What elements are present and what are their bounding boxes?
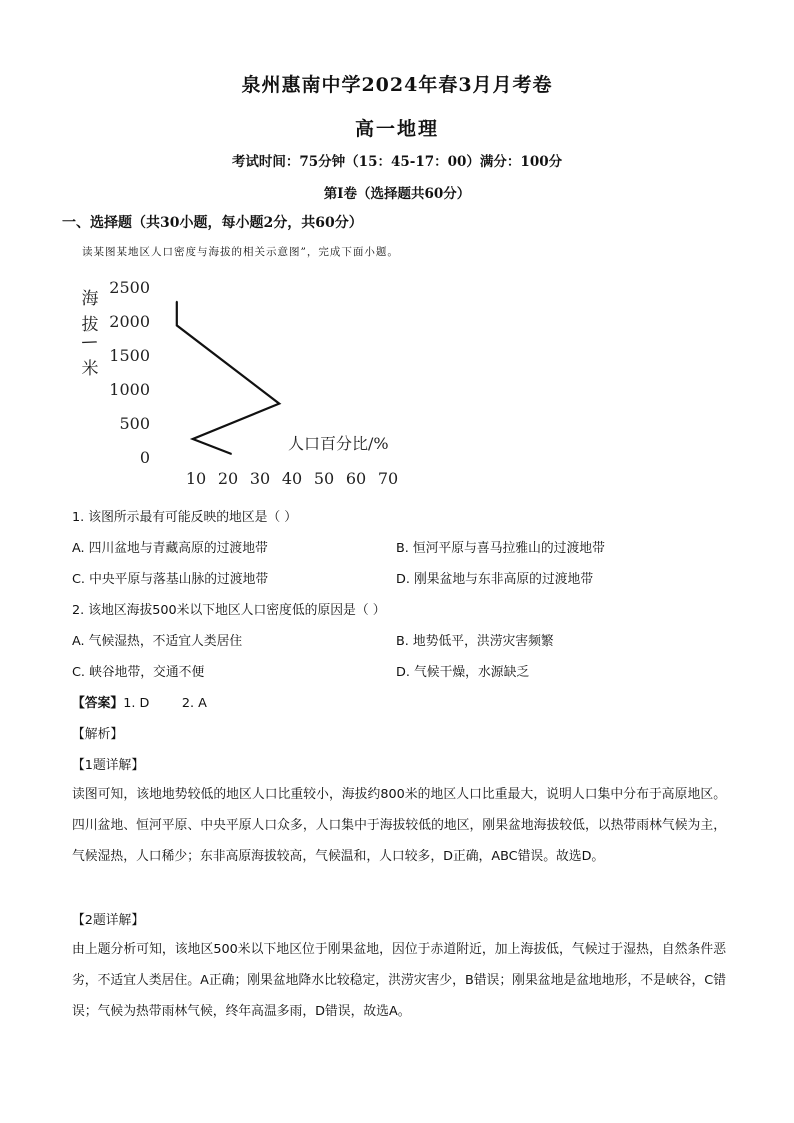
y-tick-label: 1500 <box>109 346 150 365</box>
series-points <box>176 301 280 455</box>
y-axis-label-char: 米 <box>81 359 99 379</box>
answer-line <box>72 692 207 711</box>
question-1-stem: 1. 该图所示最有可能反映的地区是（ ） <box>72 510 298 525</box>
y-axis-label-char: / <box>78 336 100 349</box>
x-tick-label: 50 <box>313 469 335 488</box>
question-1-option-b[interactable]: B. 恒河平原与喜马拉雅山的过渡地带 <box>396 541 605 556</box>
y-axis-label <box>79 289 100 379</box>
analysis-label: 【解析】 <box>72 727 124 742</box>
question-2-stem: 2. 该地区海拔500米以下地区人口密度低的原因是（ ） <box>72 603 386 618</box>
series-point <box>176 301 178 303</box>
y-axis-label-char: 海 <box>81 289 99 309</box>
detail-2-label: 【2题详解】 <box>72 913 145 928</box>
y-axis-label-char: 拔 <box>81 315 99 335</box>
x-tick-label: 60 <box>345 469 367 488</box>
exam-title: 泉州惠南中学2024年春3月月考卷 <box>241 74 553 96</box>
detail-1-label: 【1题详解】 <box>72 758 145 773</box>
series-point <box>192 438 194 440</box>
question-1-option-d[interactable]: D. 刚果盆地与东非高原的过渡地带 <box>396 572 594 587</box>
x-tick-label: 10 <box>185 469 207 488</box>
question-2-option-d[interactable]: D. 气候干燥，水源缺乏 <box>396 665 530 680</box>
volume-title: 第I卷（选择题共60分） <box>323 186 471 202</box>
question-intro: 读某图某地区人口密度与海拔的相关示意图”，完成下面小题。 <box>82 246 399 258</box>
y-tick-labels <box>109 278 150 467</box>
question-1-option-c[interactable]: C. 中央平原与落基山脉的过渡地带 <box>72 572 269 587</box>
subject-title: 高一地理 <box>354 118 439 140</box>
y-tick-label: 1000 <box>109 380 150 399</box>
x-tick-label: 70 <box>377 469 399 488</box>
question-2-option-b[interactable]: B. 地势低平，洪涝灾害频繁 <box>396 634 554 649</box>
detail-1-text: 读图可知，该地地势较低的地区人口比重较小，海拔约800米的地区人口比重最大，说明人口集中分布于高原地区。四川盆地、恒河平原、中央平原人口众多，人口集中于海拔较低的地区，刚果盆地海拔较低，以热带雨林气候为主，气候湿热，人口稀少；东非高原海拔较高，气候温和，人口较多，D正确，ABC错误。故选D。 <box>72 787 726 864</box>
x-axis-label: 人口百分比/% <box>288 434 389 453</box>
series-point <box>176 325 178 327</box>
y-tick-label: 0 <box>139 448 150 467</box>
section-heading: 一、选择题（共30小题，每小题2分，共60分） <box>62 215 363 231</box>
x-tick-label: 40 <box>281 469 303 488</box>
y-tick-label: 500 <box>119 414 150 433</box>
question-1-option-a[interactable]: A. 四川盆地与青藏高原的过渡地带 <box>72 541 268 556</box>
population-series-line <box>177 302 279 454</box>
exam-time-line: 考试时间：75分钟（15：45-17：00）满分：100分 <box>231 154 563 170</box>
question-2-option-a[interactable]: A. 气候湿热，不适宜人类居住 <box>72 634 243 649</box>
answer-text: 1. D 2. A <box>123 696 207 711</box>
x-tick-label: 20 <box>217 469 239 488</box>
x-tick-label: 30 <box>249 469 271 488</box>
detail-2-text: 由上题分析可知，该地区500米以下地区位于刚果盆地，因位于赤道附近，加上海拔低，气候过于湿热，自然条件恶劣，不适宜人类居住。A正确；刚果盆地降水比较稳定，洪涝灾害少，B错误；刚果盆地是盆地地形，不是峡谷，C错误；气候为热带雨林气候，终年高温多雨，D错误，故选A。 <box>72 942 726 1019</box>
y-tick-label: 2500 <box>109 278 150 297</box>
series-point <box>278 403 280 405</box>
series-point <box>230 453 232 455</box>
population-altitude-chart <box>70 276 420 492</box>
question-2-option-c[interactable]: C. 峡谷地带，交通不便 <box>72 665 205 680</box>
x-tick-labels <box>186 469 398 488</box>
answer-label: 【答案】 <box>72 696 124 711</box>
y-tick-label: 2000 <box>109 312 150 331</box>
